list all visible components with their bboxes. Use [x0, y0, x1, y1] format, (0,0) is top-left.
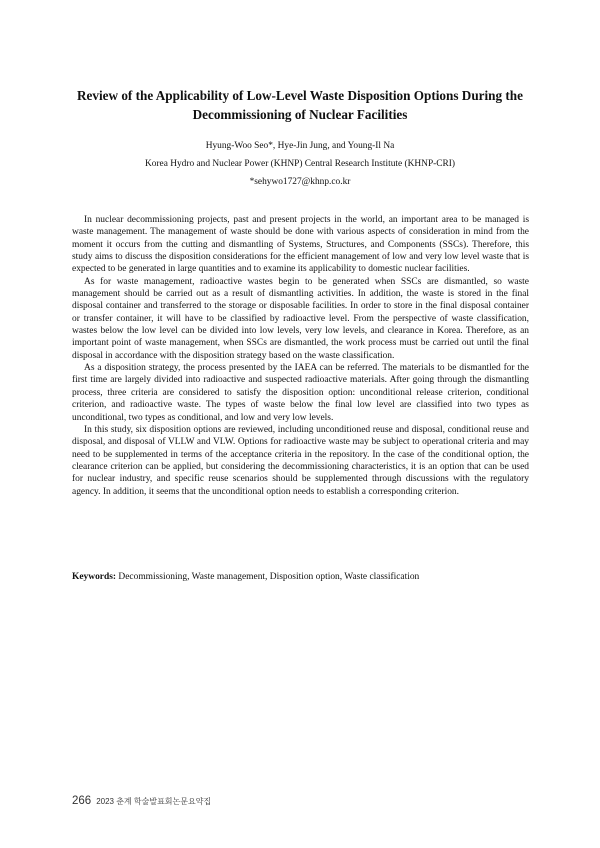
- paper-title: [60, 86, 540, 124]
- keywords-label: Keywords:: [72, 572, 117, 582]
- page-footer: [72, 791, 211, 809]
- paragraph: As a disposition strategy, the process presented by the IAEA can be referred. The materials to be dismantled for the first time are largely divided into radioactive and suspected radioactive materials. After going through the dismantling process, three criteria are considered to satisfy the disposition option: unconditional release criterion, conditional criterion, and radioactive waste. The types of waste below the final low level are classified into two types as unconditional, two types as conditional, and low and very low levels.: [72, 363, 529, 423]
- proceedings-name: 2023 춘계 학술발표회논문요약집: [96, 797, 212, 806]
- corresponding-email: *sehywo1727@khnp.co.kr: [249, 177, 351, 187]
- page-number: 266: [72, 795, 92, 807]
- keywords-text: Decommissioning, Waste management, Disposition option, Waste classification: [116, 572, 420, 582]
- abstract-body: [72, 214, 529, 498]
- paragraph: In nuclear decommissioning projects, past and present projects in the world, an important area to be managed is waste management. The management of waste should be done with various aspects of consideration in mind from the moment it occurs from the cutting and dismantling of Systems, Structures, and Components (SSCs). Therefore, this study aims to discuss the disposition considerations for the efficient management of low and very low level waste that is expected to be generated in large quantities and to examine its applicability to domestic nuclear facilities.: [72, 215, 529, 275]
- paragraph: In this study, six disposition options are reviewed, including unconditioned reuse and disposal, conditional reuse and disposal, and disposal of VLLW and VLW. Options for radioactive waste may be subject to operational criteria and may need to be supplemented in terms of the acceptance criteria in the repository. In the case of the conditional option, the clearance criterion can be applied, but considering the decommissioning characteristics, it is an option that can be used for nuclear industry, and specific reuse scenarios should be supplemented through discussions with the regulatory agency. In addition, it seems that the unconditional option needs to establish a corresponding criterion.: [72, 424, 529, 497]
- title-line-2: Decommissioning of Nuclear Facilities: [192, 107, 408, 122]
- keywords-line: [72, 571, 532, 583]
- author-list: Hyung-Woo Seo*, Hye-Jin Jung, and Young-Il Na: [205, 141, 395, 151]
- title-line-1: Review of the Applicability of Low-Level Waste Disposition Options During the: [77, 88, 523, 103]
- affiliation: Korea Hydro and Nuclear Power (KHNP) Central Research Institute (KHNP-CRI): [144, 159, 456, 169]
- paragraph: As for waste management, radioactive wastes begin to be generated when SSCs are dismantled, so waste management should be carried out as a result of dismantling activities. In addition, the waste is stored in the final disposal container and transferred to the storage or disposable facilities. In order to store in the final disposal container or transfer container, it will have to be classified by radioactive level. From the perspective of waste classification, wastes below the low level can be divided into low levels, very low levels, and clearance in Korea. Therefore, as an important point of waste management, when SSCs are dismantled, the work process must be carried out until the final disposal in accordance with the disposition strategy based on the waste classification.: [72, 276, 529, 361]
